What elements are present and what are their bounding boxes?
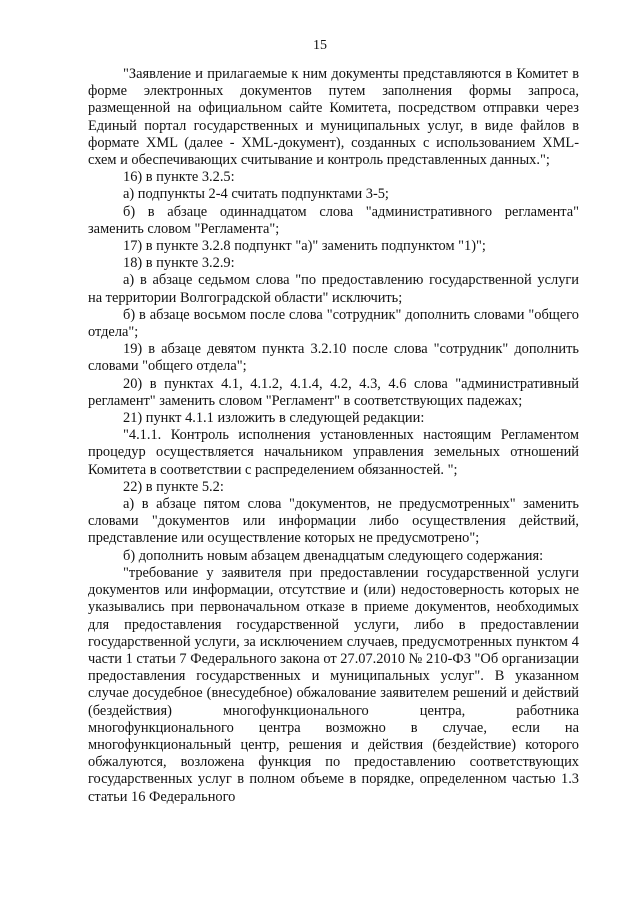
page-number: 15 xyxy=(313,38,327,53)
paragraph-item-19: 19) в абзаце девятом пункта 3.2.10 после слова "сотрудник" дополнить словами "общего отдела"; xyxy=(88,341,579,375)
paragraph-item-22: 22) в пункте 5.2: xyxy=(123,478,224,495)
paragraph-item-16: 16) в пункте 3.2.5: xyxy=(123,169,235,186)
paragraph-16b: б) в абзаце одиннадцатом слова "административного регламента" заменить словом "Регламента"; xyxy=(88,203,579,237)
paragraph-requirement-quote: "требование у заявителя при предоставлении государственной услуги документов или информации, отсутствие и (или) недостоверность которых не указывались при первоначальном отказе в приеме документов, необходимых для предоставления государственной услуги, либо в предоставлении государственной услуги, за исключением случаев, предусмотренных пунктом 4 части 1 статьи 7 Федерального закона от 27.07.2010 № 210-ФЗ "Об организации предоставления государственных и муниципальных услуг". В указанном случае досудебное (внесудебное) обжалование заявителем решений и действий (бездействия) многофункционального центра, работника многофункционального центра возможно в случае, если на многофункциональный центр, решения и действия (бездействие) которого обжалуются, возложена функция по предоставлению соответствующих государственных услуг в полном объеме в порядке, определенном частью 1.3 статьи 16 Федерального xyxy=(88,564,579,805)
paragraph-item-20: 20) в пунктах 4.1, 4.1.2, 4.1.4, 4.2, 4.3, 4.6 слова "административный регламент" заменить словом "Регламент" в соответствующих падежах; xyxy=(88,375,579,409)
paragraph-22b: б) дополнить новым абзацем двенадцатым следующего содержания: xyxy=(123,547,544,564)
paragraph-18b: б) в абзаце восьмом после слова "сотрудник" дополнить словами "общего отдела"; xyxy=(88,306,579,341)
paragraph-16a: а) подпункты 2-4 считать подпунктами 3-5; xyxy=(123,186,389,203)
paragraph-22a: а) в абзаце пятом слова "документов, не предусмотренных" заменить словами "документов или информации либо осуществления действий, представление или осуществление которых не предусмотрено"; xyxy=(88,496,579,547)
paragraph-item-17: 17) в пункте 3.2.8 подпункт "а)" заменить подпунктом "1)"; xyxy=(123,238,486,255)
paragraph-item-18: 18) в пункте 3.2.9: xyxy=(123,255,235,272)
paragraph-4-1-1-quote: "4.1.1. Контроль исполнения установленных настоящим Регламентом процедур осуществляется начальником управления земельных отношений Комитета в соответствии с распределением обязанностей. "; xyxy=(88,427,579,478)
document-body xyxy=(88,66,579,806)
paragraph-item-21: 21) пункт 4.1.1 изложить в следующей редакции: xyxy=(123,410,425,427)
paragraph-18a: а) в абзаце седьмом слова "по предоставлению государственной услуги на территории Волгоградской области" исключить; xyxy=(88,272,579,306)
paragraph-quoted-application: "Заявление и прилагаемые к ним документы представляются в Комитет в форме электронных документов путем заполнения формы запроса, размещенной на официальном сайте Комитета, посредством отправки через Единый портал государственных и муниципальных услуг, в виде файлов в формате XML (далее - XML-документ), созданных с использованием XML-схем и обеспечивающих считывание и контроль представленных данных."; xyxy=(88,66,579,169)
